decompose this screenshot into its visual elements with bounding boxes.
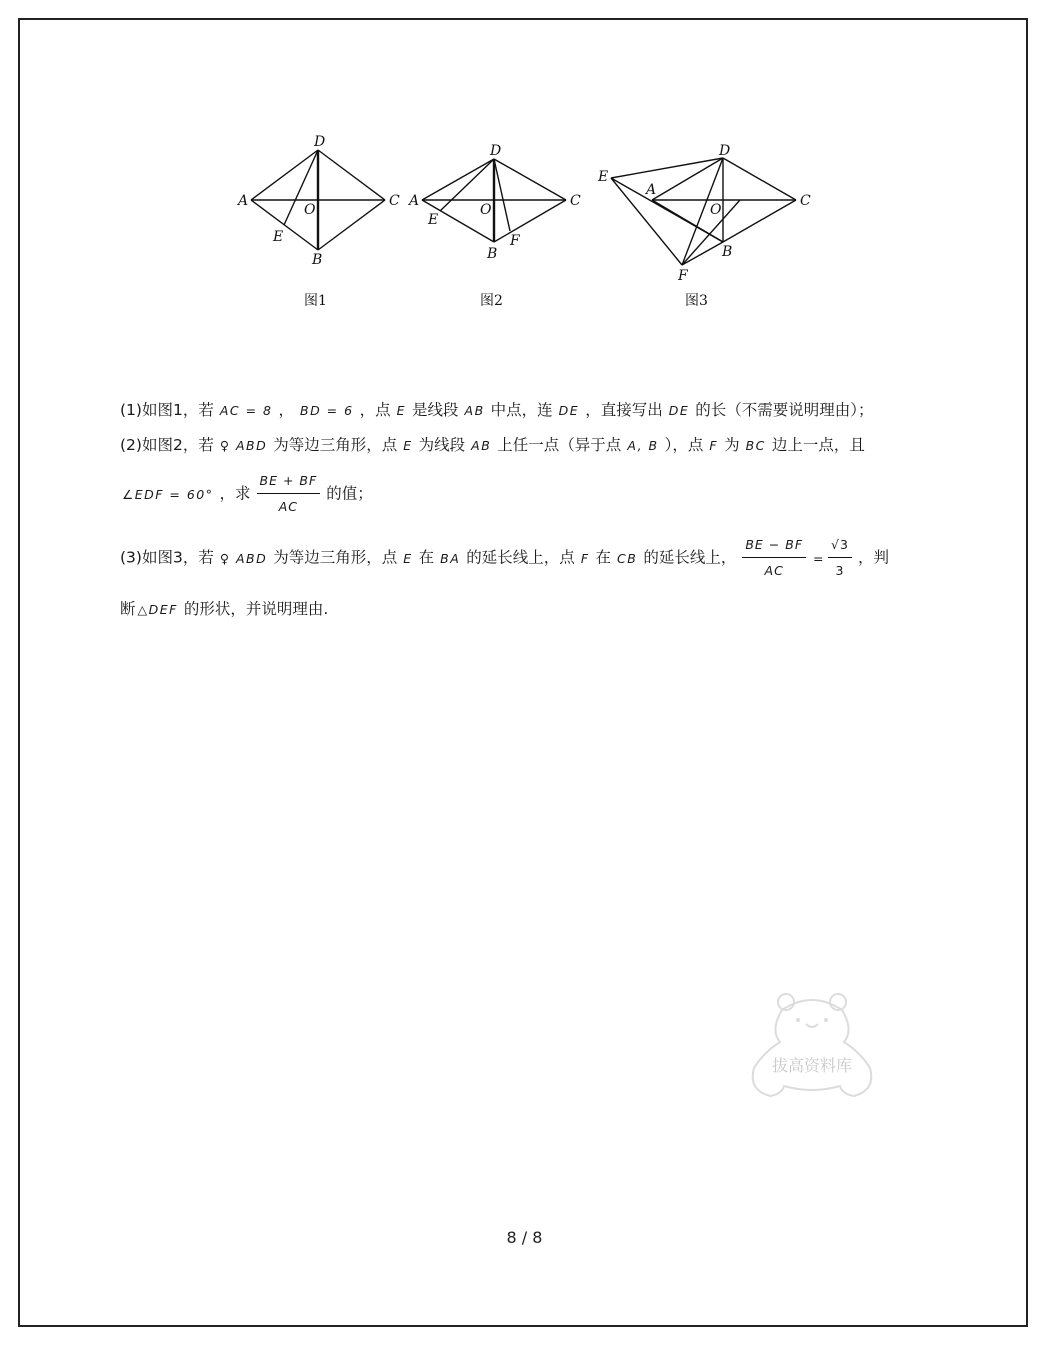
q3-rhs-denominator: 3 <box>835 563 845 578</box>
q3-rhs-fraction <box>828 535 852 581</box>
q2-math-angle: ∠EDF = 60° <box>122 486 214 502</box>
q2-text: 的值； <box>326 484 373 503</box>
q1-math-e: E <box>396 403 406 418</box>
q3-text: 的延长线上， <box>643 548 737 567</box>
q3-text: ，判 <box>857 548 889 567</box>
q3-math-def: △DEF <box>137 602 178 617</box>
fig2-label-A: A <box>409 193 420 209</box>
q1-text: 的长（不需要说明理由）； <box>695 401 874 419</box>
fig1-label-E: E <box>273 229 284 245</box>
q3-math-ba: BA <box>440 550 461 566</box>
fig1-caption: 图1 <box>304 293 327 309</box>
q2-math-abd: ♀ ABD <box>219 438 268 453</box>
q2-fraction-numerator: BE + BF <box>257 471 321 494</box>
q2-text: 为等边三角形，点 <box>273 436 398 454</box>
q1-math-de: DE <box>668 403 690 418</box>
geometry-figures <box>230 128 820 318</box>
fig2-label-B: B <box>487 246 498 262</box>
q2-fraction <box>257 471 321 517</box>
fig1-label-D: D <box>314 134 326 150</box>
q2-math-f: F <box>709 438 719 453</box>
question-2-line-1 <box>120 433 940 463</box>
fig3-label-F: F <box>678 268 688 284</box>
q3-text: 的延长线上，点 <box>466 548 575 567</box>
q3-math-f: F <box>580 550 590 566</box>
q3-text: 的形状，并说明理由. <box>183 600 329 618</box>
q3-fraction <box>742 535 806 581</box>
fig2-label-F: F <box>510 233 520 249</box>
q3-math-cb: CB <box>617 550 638 566</box>
fig3-caption: 图3 <box>685 293 708 309</box>
q1-text: ， <box>278 401 294 419</box>
fig3-label-A: A <box>646 182 657 198</box>
q2-text: 上任一点（异于点 <box>497 436 622 454</box>
q2-text: 边上一点，且 <box>771 436 865 454</box>
figure-3 <box>597 143 811 309</box>
q2-fraction-denominator: AC <box>278 499 298 514</box>
fig3-label-O: O <box>710 202 722 218</box>
q2-text: 为 <box>724 436 740 454</box>
q1-text: 是线段 <box>412 401 459 419</box>
fig1-label-A: A <box>238 193 249 209</box>
fig2-caption: 图2 <box>480 293 503 309</box>
fig1-label-O: O <box>304 202 316 218</box>
question-3-line-2 <box>120 597 940 627</box>
figure-2 <box>407 143 581 309</box>
q3-text: 在 <box>418 548 435 567</box>
q1-math-ac: AC = 8 <box>219 403 273 418</box>
q2-math-a-b: A, B <box>627 438 659 453</box>
fig1-label-B: B <box>312 252 323 268</box>
watermark-text: 拔高资料库 <box>771 1056 853 1075</box>
fig3-label-D: D <box>719 143 731 159</box>
question-3-line-1 <box>120 535 940 589</box>
fig2-label-D: D <box>490 143 502 159</box>
q1-text: ，点 <box>359 401 391 419</box>
bear-watermark-icon <box>742 990 882 1105</box>
problems-section <box>120 398 940 627</box>
q2-math-bc: BC <box>745 438 766 453</box>
q3-text: (3)如图3，若 <box>120 548 214 567</box>
q2-text: ，求 <box>219 484 251 503</box>
q2-math-e: E <box>403 438 413 453</box>
q2-text: (2)如图2，若 <box>120 436 214 454</box>
fig2-label-C: C <box>570 193 581 209</box>
q1-text: (1)如图1，若 <box>120 401 214 419</box>
question-2-line-2 <box>120 471 940 521</box>
q3-equals: = <box>813 550 826 566</box>
q1-math-ab: AB <box>464 403 485 418</box>
q2-text: ），点 <box>664 436 704 454</box>
question-1 <box>120 398 940 428</box>
page-number: 8 / 8 <box>506 1228 543 1247</box>
fig2-label-O: O <box>480 202 492 218</box>
q1-text: 中点，连 <box>490 401 553 419</box>
watermark <box>742 990 882 1105</box>
q3-math-e: E <box>403 550 413 566</box>
q1-math-bd: BD = 6 <box>300 403 354 418</box>
fig2-label-E: E <box>428 212 439 228</box>
q3-fraction-numerator: BE − BF <box>742 535 806 558</box>
fig1-label-C: C <box>389 193 400 209</box>
q3-math-abd: ♀ ABD <box>219 550 268 566</box>
q1-math-de: DE <box>558 403 580 418</box>
q3-text: 为等边三角形，点 <box>273 548 398 567</box>
fig3-label-C: C <box>800 193 811 209</box>
q3-fraction-denominator: AC <box>764 563 784 578</box>
fig3-label-B: B <box>722 244 733 260</box>
q3-rhs-numerator: √3 <box>828 535 852 558</box>
q3-text: 在 <box>595 548 612 567</box>
q3-text: 断 <box>120 600 136 618</box>
q2-text: 为线段 <box>418 436 466 454</box>
figures-row <box>230 128 820 318</box>
q2-math-ab: AB <box>471 438 492 453</box>
figure-1 <box>236 134 400 309</box>
fig3-label-E: E <box>598 169 609 185</box>
q1-text: ，直接写出 <box>585 401 663 419</box>
